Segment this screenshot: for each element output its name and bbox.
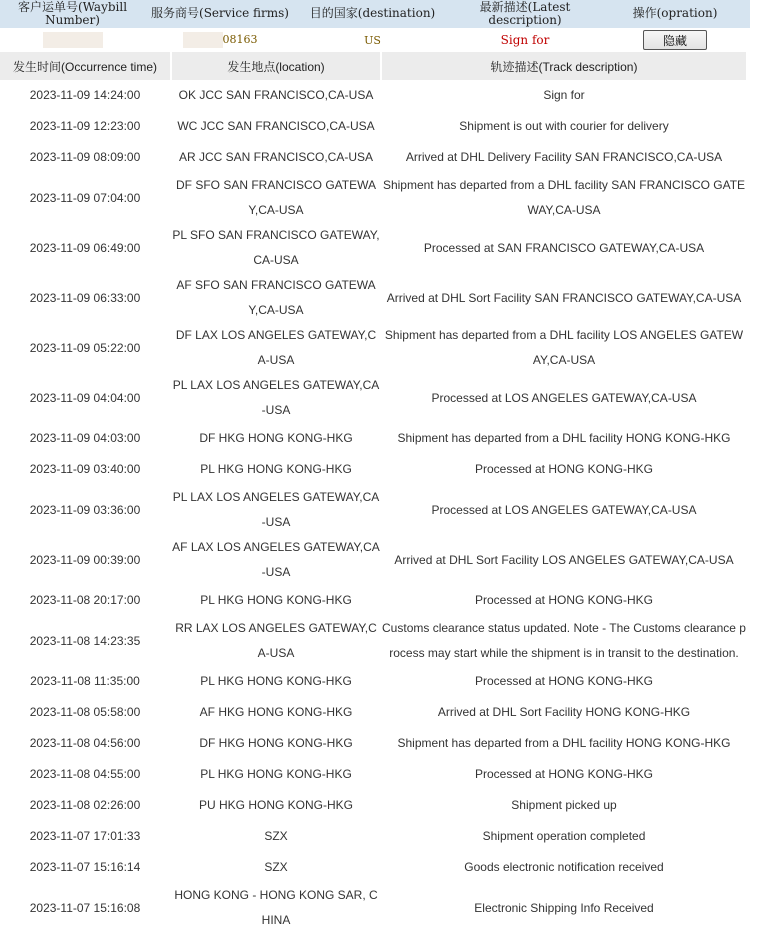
track-row [0, 821, 746, 852]
summary-row [0, 28, 750, 52]
track-row [0, 373, 746, 423]
track-time: 2023-11-09 04:03:00 [29, 431, 141, 445]
track-time: 2023-11-09 06:33:00 [29, 290, 141, 305]
track-description: Shipment is out with courier for delivery [459, 119, 669, 133]
track-location: PL LAX LOS ANGELES GATEWAY,CA-USA [172, 490, 380, 529]
track-row [0, 142, 746, 173]
track-description: Processed at HONG KONG-HKG [474, 462, 654, 476]
track-description: Customs clearance status updated. Note - The Customs clearance process may start while the shipment is in transit to the destination. [382, 621, 746, 660]
track-row [0, 585, 746, 616]
track-description: Shipment picked up [511, 798, 617, 812]
track-row [0, 697, 746, 728]
header-operation: 操作(opration) [600, 0, 750, 28]
track-description: Shipment operation completed [482, 829, 646, 843]
track-row [0, 759, 746, 790]
track-description: Processed at SAN FRANCISCO GATEWAY,CA-USA [423, 240, 705, 255]
redacted-service [183, 32, 223, 48]
track-row [0, 111, 746, 142]
track-time: 2023-11-09 07:04:00 [29, 190, 141, 205]
track-location: DF SFO SAN FRANCISCO GATEWAY,CA-USA [175, 178, 376, 217]
track-row [0, 223, 746, 273]
track-row [0, 852, 746, 883]
hide-button[interactable]: 隐藏 [643, 30, 707, 50]
track-time: 2023-11-09 06:49:00 [29, 240, 141, 255]
header-service: 服务商号(Service firms) [145, 0, 295, 28]
track-time: 2023-11-08 14:23:35 [29, 633, 141, 648]
track-header-row [0, 52, 746, 80]
track-row [0, 728, 746, 759]
track-row [0, 666, 746, 697]
track-time: 2023-11-08 04:55:00 [29, 767, 141, 781]
service-suffix: 08163 [222, 33, 258, 46]
track-time: 2023-11-09 04:04:00 [29, 390, 141, 405]
track-row [0, 616, 746, 666]
track-time: 2023-11-08 11:35:00 [30, 674, 140, 688]
track-description: Processed at LOS ANGELES GATEWAY,CA-USA [431, 502, 697, 517]
operation-cell [600, 28, 750, 52]
track-location: PU HKG HONG KONG-HKG [198, 798, 353, 812]
track-time: 2023-11-09 00:39:00 [29, 552, 141, 567]
track-time: 2023-11-08 05:58:00 [29, 705, 141, 719]
track-location: DF LAX LOS ANGELES GATEWAY,CA-USA [175, 328, 377, 367]
summary-header-row [0, 0, 750, 28]
track-location: RR LAX LOS ANGELES GATEWAY,CA-USA [175, 621, 377, 660]
track-row [0, 454, 746, 485]
track-location: PL HKG HONG KONG-HKG [200, 767, 352, 781]
track-description: Arrived at DHL Sort Facility HONG KONG-HKG [437, 705, 691, 719]
header-description: 轨迹描述(Track description) [382, 52, 746, 80]
track-description: Processed at LOS ANGELES GATEWAY,CA-USA [431, 390, 697, 405]
track-time: 2023-11-09 12:23:00 [29, 119, 141, 133]
service-value [145, 28, 295, 52]
track-time: 2023-11-09 03:36:00 [29, 502, 141, 517]
track-table [0, 52, 748, 933]
track-location: PL HKG HONG KONG-HKG [200, 462, 352, 476]
track-description: Shipment has departed from a DHL facility HONG KONG-HKG [397, 736, 731, 750]
track-row [0, 790, 746, 821]
track-description: Arrived at DHL Sort Facility SAN FRANCISCO GATEWAY,CA-USA [386, 290, 742, 305]
track-description: Arrived at DHL Delivery Facility SAN FRANCISCO,CA-USA [405, 150, 723, 164]
track-row [0, 883, 746, 933]
track-time: 2023-11-07 17:01:33 [29, 829, 141, 843]
track-description: Electronic Shipping Info Received [474, 900, 654, 915]
track-location: PL SFO SAN FRANCISCO GATEWAY,CA-USA [172, 228, 380, 267]
track-location: PL HKG HONG KONG-HKG [200, 593, 352, 607]
track-description: Shipment has departed from a DHL facility LOS ANGELES GATEWAY,CA-USA [384, 328, 744, 367]
track-time: 2023-11-08 20:17:00 [29, 593, 141, 607]
track-description: Arrived at DHL Sort Facility LOS ANGELES GATEWAY,CA-USA [394, 552, 734, 567]
track-time: 2023-11-07 15:16:08 [29, 900, 141, 915]
summary-table [0, 0, 750, 52]
redacted-waybill [43, 32, 103, 48]
track-time: 2023-11-07 15:16:14 [29, 860, 141, 874]
track-body [0, 80, 746, 933]
latest-value: Sign for [500, 33, 550, 47]
track-row [0, 485, 746, 535]
track-location: HONG KONG - HONG KONG SAR, CHINA [174, 888, 378, 927]
destination-value: US [364, 33, 381, 47]
track-row [0, 323, 746, 373]
track-time: 2023-11-08 04:56:00 [29, 736, 141, 750]
track-description: Goods electronic notification received [464, 860, 664, 874]
track-time: 2023-11-09 14:24:00 [29, 88, 141, 102]
track-location: OK JCC SAN FRANCISCO,CA-USA [178, 88, 374, 102]
track-description: Shipment has departed from a DHL facility SAN FRANCISCO GATEWAY,CA-USA [382, 178, 746, 217]
header-time: 发生时间(Occurrence time) [0, 52, 170, 80]
track-row [0, 535, 746, 585]
track-time: 2023-11-09 03:40:00 [29, 462, 141, 476]
track-location: SZX [264, 829, 288, 843]
track-row [0, 80, 746, 111]
track-location: SZX [264, 860, 288, 874]
track-row [0, 273, 746, 323]
track-location: AF LAX LOS ANGELES GATEWAY,CA-USA [172, 540, 380, 579]
track-description: Sign for [543, 88, 585, 102]
track-description: Shipment has departed from a DHL facility HONG KONG-HKG [397, 431, 731, 445]
track-description: Processed at HONG KONG-HKG [474, 767, 654, 781]
track-location: DF HKG HONG KONG-HKG [199, 736, 353, 750]
track-time: 2023-11-08 02:26:00 [29, 798, 141, 812]
track-location: PL LAX LOS ANGELES GATEWAY,CA-USA [172, 378, 380, 417]
track-description: Processed at HONG KONG-HKG [474, 593, 654, 607]
track-location: AF SFO SAN FRANCISCO GATEWAY,CA-USA [176, 278, 376, 317]
track-row [0, 173, 746, 223]
header-waybill: 客户运单号(Waybill Number) [0, 0, 145, 28]
track-description: Processed at HONG KONG-HKG [474, 674, 654, 688]
header-latest: 最新描述(Latest description) [450, 0, 600, 28]
header-destination: 目的国家(destination) [295, 0, 450, 28]
header-location: 发生地点(location) [172, 52, 380, 80]
track-row [0, 423, 746, 454]
track-location: AF HKG HONG KONG-HKG [199, 705, 353, 719]
track-location: AR JCC SAN FRANCISCO,CA-USA [178, 150, 374, 164]
track-time: 2023-11-09 05:22:00 [29, 340, 141, 355]
track-location: DF HKG HONG KONG-HKG [199, 431, 353, 445]
track-time: 2023-11-09 08:09:00 [29, 150, 141, 164]
waybill-value [0, 28, 145, 52]
track-location: WC JCC SAN FRANCISCO,CA-USA [177, 119, 375, 133]
track-location: PL HKG HONG KONG-HKG [200, 674, 352, 688]
